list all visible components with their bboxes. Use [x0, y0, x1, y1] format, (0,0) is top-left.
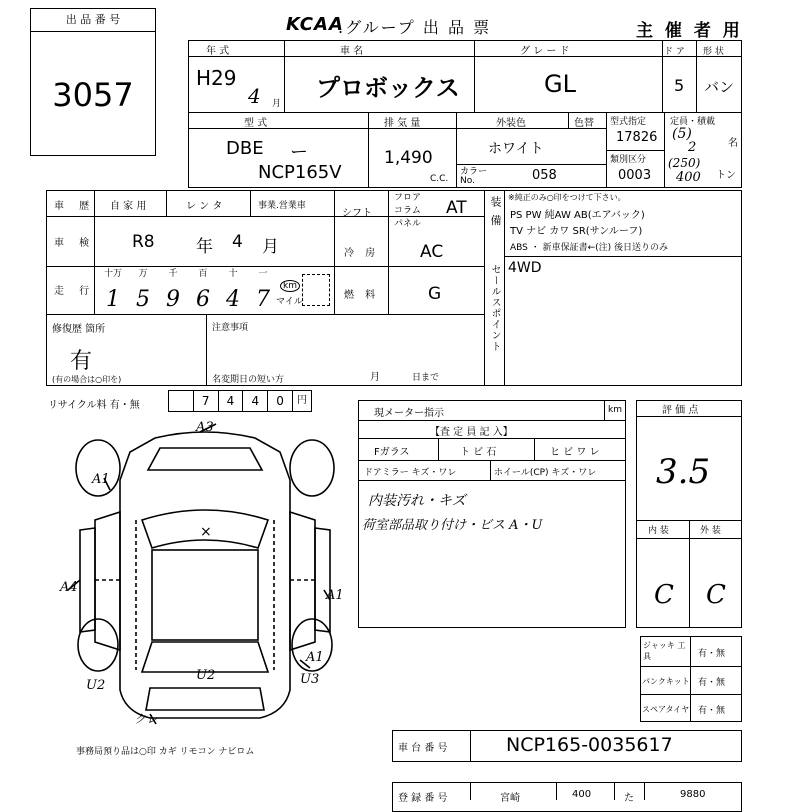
equip-line-1: PS PW 純AW AB(エアバック)	[510, 210, 645, 221]
accessory-value: 有・無	[698, 678, 726, 688]
history-rental: レ ン タ	[186, 201, 223, 212]
shift-value: AT	[446, 198, 467, 218]
mileage-unit: 十	[228, 269, 238, 279]
recycle-label: リサイクル料 有・無	[48, 400, 140, 411]
interior-label: 内 装	[648, 526, 669, 536]
inspection-year-unit: 年	[196, 237, 213, 257]
equip-note: ※純正のみ○印をつけて下さい。	[508, 193, 626, 202]
mileage-unit: 万	[138, 269, 148, 279]
mileage-digit: 5	[136, 287, 150, 312]
shift-option: パネル	[394, 219, 422, 229]
rating-label: 評 価 点	[662, 405, 699, 416]
diagram-mark: A1	[306, 650, 324, 665]
shift-option: コラム	[394, 206, 421, 216]
mileage-digit: 4	[226, 287, 240, 312]
repair-note: (有の場合は○印を)	[52, 375, 122, 384]
inspection-label: 車 検	[54, 238, 96, 249]
lot-number-box	[30, 8, 156, 156]
color-no-label: カラー No.	[460, 167, 488, 186]
accessory-label: スペアタイヤ	[642, 705, 690, 714]
defect-crack: ヒ ビ ワ レ	[550, 447, 600, 458]
inspector-label: 【査 定 員 記 入】	[430, 427, 513, 438]
diagram-mark: A4	[60, 580, 78, 595]
year-month: 4	[248, 84, 261, 108]
meter-unit: km	[608, 405, 622, 415]
body: バン	[704, 78, 735, 96]
recycle-digit: 7	[194, 391, 219, 411]
registration-class: 400	[572, 789, 592, 800]
interior-grade: C	[654, 580, 674, 610]
doors-label: ド ア	[664, 47, 685, 57]
inspection-month-unit: 月	[262, 237, 279, 257]
mileage-digit: 9	[166, 287, 180, 312]
mileage-unit: 百	[198, 269, 208, 279]
diagram-mark: ×	[200, 524, 212, 540]
mileage-unit: 千	[168, 269, 178, 279]
model-spec: 17826	[616, 130, 658, 145]
mileage-unit: 一	[258, 269, 268, 279]
registration-number: 9880	[680, 789, 706, 800]
registration-label: 登 録 番 号	[398, 793, 448, 804]
diagram-mark: U2	[196, 668, 216, 683]
rename-day: 日まで	[412, 373, 440, 383]
fuel-value: G	[428, 284, 442, 304]
fuel-label: 燃 料	[344, 290, 380, 301]
mileage-unit: 十万	[103, 269, 122, 279]
mileage-mile: マイル	[276, 297, 303, 307]
name-label: 車 名	[340, 46, 364, 57]
history-business: 事業.営業車	[258, 201, 306, 211]
defect-wheel: ホイール(CP) キズ・ワレ	[494, 468, 597, 478]
lot-number: 3057	[52, 76, 134, 114]
inspection-month: 4	[232, 232, 243, 252]
exterior-label: 外 装	[700, 526, 721, 536]
rename-label: 名変期日の短い方	[212, 375, 285, 385]
logo: KCAA	[286, 14, 344, 35]
year-label: 年 式	[206, 46, 230, 57]
defect-mirror: ドアミラー キズ・ワレ	[364, 468, 457, 478]
type-code: NCP165V	[258, 162, 342, 183]
inspection-era: R8	[132, 232, 155, 252]
history-label: 車 歴	[54, 201, 96, 212]
body-label: 形 状	[703, 47, 724, 57]
defect-chip: ト ビ 石	[460, 447, 497, 458]
vehicle-name: プロボックス	[316, 74, 460, 102]
capacity-1: (5)	[672, 126, 692, 142]
rating-score: 3.5	[656, 452, 711, 492]
capacity-2: 2	[688, 140, 697, 155]
diagram-mark: A1	[326, 588, 344, 603]
sales-label: セールスポイント	[489, 264, 500, 352]
ac-label: 冷 房	[344, 248, 380, 259]
history-own: 自 家 用	[110, 201, 147, 212]
load-2: 400	[676, 170, 701, 185]
office-note: 事務局預り品は○印 カギ リモコン ナビロム	[76, 747, 255, 757]
mileage-km: km	[280, 280, 300, 292]
equip-line-2: TV ナビ カワ SR(サンルーフ)	[510, 226, 643, 237]
doors: 5	[674, 76, 685, 95]
color-swap-label: 色替	[574, 118, 594, 129]
recycle-digit: 4	[243, 391, 268, 411]
caution-label: 注意事項	[212, 323, 249, 333]
registration-kana: た	[624, 793, 634, 804]
recycle-digit: 4	[219, 391, 244, 411]
accessory-value: 有・無	[698, 649, 726, 659]
color-no: 058	[532, 168, 557, 183]
year-month-unit: 月	[272, 99, 282, 109]
mileage-grid	[98, 266, 278, 314]
category: 0003	[618, 168, 652, 183]
ac-value: AC	[420, 242, 444, 262]
recycle-digit	[169, 391, 194, 411]
shift-label: シフト	[342, 208, 372, 219]
diagram-mark: A1	[92, 472, 110, 487]
exterior-grade: C	[706, 580, 726, 610]
grade: GL	[544, 70, 576, 98]
grade-label: グ レ ー ド	[520, 46, 570, 57]
recycle-box	[168, 390, 312, 412]
diagram-mark: A3	[196, 420, 214, 435]
accessory-label: パンクキット	[642, 677, 690, 686]
repair-value: 有	[70, 349, 93, 374]
sales-point: 4WD	[508, 260, 542, 276]
capacity-label: 定員・積載	[670, 117, 716, 127]
lot-number-label: 出 品 番 号	[31, 9, 155, 32]
equip-line-3: ABS ・ 新車保証書←(注) 後日送りのみ	[510, 243, 669, 253]
type-prefix: DBE	[226, 138, 264, 159]
chassis-label: 車 台 番 号	[398, 743, 448, 754]
inspector-note: 荷室部品取り付け・ビス A・U	[362, 518, 543, 533]
load-unit: トン	[716, 170, 736, 181]
type-dash: ー	[290, 142, 308, 163]
organizer-label: 主 催 者 用	[636, 21, 743, 41]
recycle-digit: 0	[268, 391, 293, 411]
accessory-label: ジャッキ 工 具	[643, 641, 686, 661]
mileage-label: 走 行	[54, 286, 96, 297]
type-label: 型 式	[244, 118, 268, 129]
registration-region: 宮崎	[500, 793, 520, 804]
load-1: (250)	[668, 156, 701, 170]
color: ホワイト	[488, 141, 544, 157]
recycle-unit: 円	[296, 395, 307, 406]
mileage-digit: 1	[106, 287, 120, 312]
inspector-note: 内装汚れ・キズ	[368, 493, 466, 509]
mileage-digit: 7	[256, 287, 270, 312]
rename-month: 月	[370, 372, 380, 383]
sheet-title: .グループ 出 品 票	[338, 18, 492, 37]
diagram-mark: U2	[86, 678, 106, 693]
category-label: 類別区分	[610, 155, 647, 165]
mileage-box	[302, 274, 330, 306]
accessory-value: 有・無	[698, 706, 726, 716]
shift-option: フロア	[394, 193, 422, 203]
capacity-unit: 名	[728, 138, 738, 149]
displacement: 1,490	[384, 148, 433, 168]
equip-label: 装 備	[489, 196, 502, 228]
color-label: 外装色	[496, 118, 526, 129]
cc-unit: C.C.	[430, 174, 449, 184]
mileage-digit: 6	[196, 287, 210, 312]
defect-glass: Fガラス	[374, 447, 410, 458]
chassis-number: NCP165-0035617	[506, 734, 673, 756]
displacement-label: 排 気 量	[384, 118, 421, 129]
diagram-mark: クレ	[134, 712, 159, 726]
repair-label: 修復歴 箇所	[52, 324, 106, 335]
meter-label: 現メーター指示	[374, 408, 444, 419]
diagram-mark: U3	[300, 672, 320, 687]
model-spec-label: 型式指定	[610, 117, 647, 127]
year-era: H29	[196, 66, 237, 90]
